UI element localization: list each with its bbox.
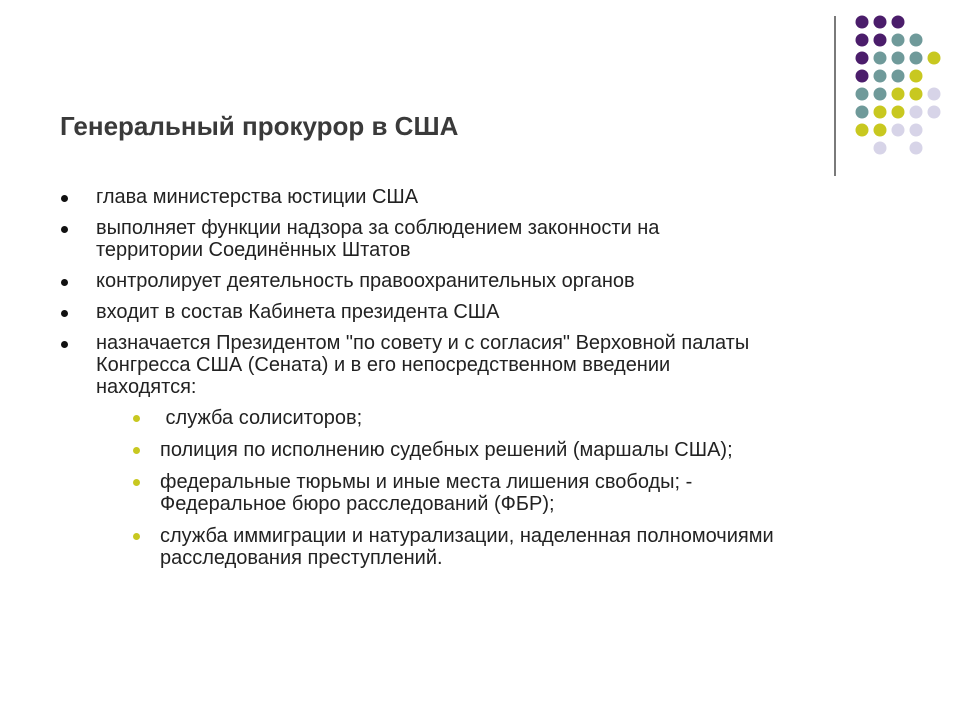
decorative-dot-grid [0,0,960,180]
bullet-item [60,332,900,569]
sub-bullet-item [130,407,900,429]
sub-bullet-dot-icon [133,447,140,454]
sub-bullet-text: служба иммиграции и натурализации, наделенная полномочиями [160,525,774,547]
decor-dot [892,34,905,47]
sub-bullet-text: Федеральное бюро расследований (ФБР); [160,493,555,515]
bullet-text: территории Соединённых Штатов [96,239,411,261]
decor-dot [910,52,923,65]
sub-bullet-text: расследования преступлений. [160,547,443,569]
decor-dot [856,52,869,65]
decor-dot [892,106,905,119]
bullet-dot-icon [61,310,68,317]
decor-dot [910,88,923,101]
bullet-text: выполняет функции надзора за соблюдением законности на [96,217,660,239]
bullet-item [60,301,900,323]
decor-dot [874,88,887,101]
decor-dot [910,70,923,83]
decor-dot [928,88,941,101]
bullet-text: находятся: [96,376,197,398]
sub-bullet-text: федеральные тюрьмы и иные места лишения свободы; - [160,471,693,493]
sub-bullet-dot-icon [133,533,140,540]
decor-dot [892,16,905,29]
sub-bullet-item [130,471,900,515]
bullet-dot-icon [61,341,68,348]
decor-dot [892,124,905,137]
bullet-dot-icon [61,195,68,202]
decor-dot [892,88,905,101]
bullet-text: контролирует деятельность правоохранительных органов [96,270,635,292]
decor-dot [874,16,887,29]
decor-dot [874,142,887,155]
decor-dot [892,52,905,65]
slide-title: Генеральный прокурор в США [60,111,459,141]
sub-bullet-list [96,407,900,569]
decor-dot [910,124,923,137]
decor-dot [856,16,869,29]
sub-bullet-item [130,525,900,569]
bullet-item [60,270,900,292]
bullet-dot-icon [61,226,68,233]
decor-dot [874,70,887,83]
bullet-item [60,186,900,208]
decor-dot [928,106,941,119]
decor-dot [910,142,923,155]
decor-dot [874,124,887,137]
sub-bullet-text: служба солиситоров; [160,407,363,429]
bullet-text: глава министерства юстиции США [96,186,419,208]
decor-dot [856,70,869,83]
bullet-text: входит в состав Кабинета президента США [96,301,500,323]
decor-dot [874,52,887,65]
decor-dot [856,106,869,119]
decor-dot [892,70,905,83]
bullet-dot-icon [61,279,68,286]
decor-dot [928,52,941,65]
sub-bullet-text: полиция по исполнению судебных решений (маршалы США); [160,439,733,461]
bullet-text: назначается Президентом "по совету и с согласия" Верховной палаты [96,332,750,354]
sub-bullet-dot-icon [133,415,140,422]
sub-bullet-dot-icon [133,479,140,486]
decor-dot [910,106,923,119]
bullet-text: Конгресса США (Сената) и в его непосредственном введении [96,354,671,376]
decor-dot [874,106,887,119]
sub-bullet-item [130,439,900,461]
decor-dot [910,34,923,47]
decor-dot [856,88,869,101]
bullet-item [60,217,900,261]
bullet-list [60,186,900,579]
decor-dot [874,34,887,47]
decor-dot [856,124,869,137]
decor-dot [856,34,869,47]
